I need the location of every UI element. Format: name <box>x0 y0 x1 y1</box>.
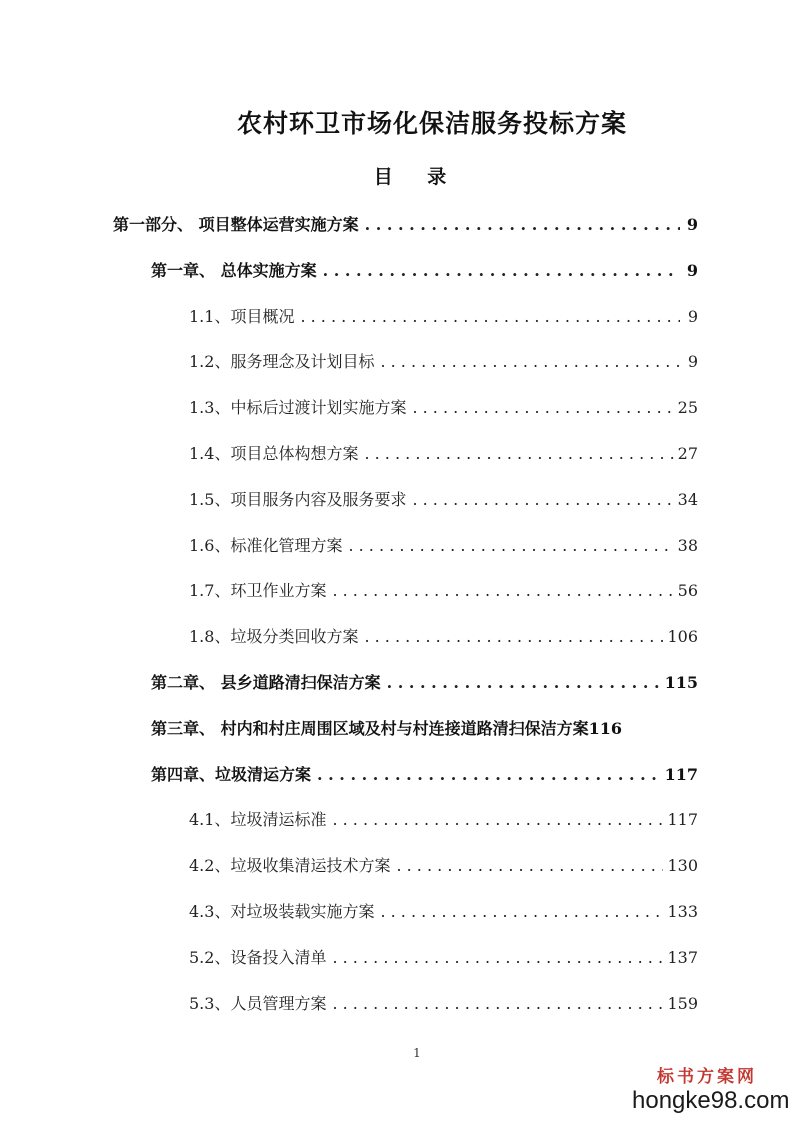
toc-entry-page: 133 <box>667 902 698 921</box>
toc-entry-page: 38 <box>677 536 698 555</box>
toc-entry-page: 9 <box>686 215 698 234</box>
toc-dot-leader <box>332 992 663 1016</box>
toc-heading: 目 录 <box>373 166 461 188</box>
toc-entry-label: 5.3、人员管理方案 <box>189 994 327 1013</box>
document-title: 农村环卫市场化保洁服务投标方案 <box>236 109 627 138</box>
toc-dot-leader <box>364 442 673 466</box>
toc-entry-label: 1.3、中标后过渡计划实施方案 <box>189 398 407 417</box>
toc-entry-label: 第二章、 县乡道路清扫保洁方案 <box>151 673 381 692</box>
toc-entry[interactable] <box>189 579 698 603</box>
toc-entry-label: 1.1、项目概况 <box>189 307 295 326</box>
toc-entry[interactable] <box>189 808 698 832</box>
toc-dot-leader <box>348 534 673 558</box>
toc-entry-page: 27 <box>677 444 698 463</box>
toc-entry-label: 第三章、 村内和村庄周围区域及村与村连接道路清扫保洁方案 <box>151 719 589 738</box>
toc-dot-leader <box>365 213 680 237</box>
toc-entry-label: 5.2、设备投入清单 <box>189 948 327 967</box>
page-number: 1 <box>413 1046 421 1060</box>
watermark-en-text: hongke98.com <box>632 1087 790 1114</box>
toc-entry-page: 115 <box>664 673 698 692</box>
toc-dot-leader <box>332 808 663 832</box>
toc-entry-label: 1.7、环卫作业方案 <box>189 581 327 600</box>
toc-entry-page: 117 <box>664 765 698 784</box>
toc-entry-label: 第一章、 总体实施方案 <box>151 261 317 280</box>
toc-dot-leader <box>300 305 680 329</box>
toc-entry-label: 4.1、垃圾清运标准 <box>189 810 327 829</box>
toc-entry-page: 117 <box>667 810 698 829</box>
toc-entry[interactable] <box>189 350 698 374</box>
toc-dot-leader <box>323 259 680 283</box>
toc-entry-label: 第四章、垃圾清运方案 <box>151 765 312 784</box>
toc-entry-label: 4.2、垃圾收集清运技术方案 <box>189 856 391 875</box>
toc-entry[interactable] <box>151 259 698 283</box>
toc-entry[interactable] <box>189 488 698 512</box>
toc-entry[interactable] <box>113 213 698 237</box>
toc-entry-page: 9 <box>686 261 698 280</box>
toc-dot-leader <box>380 350 680 374</box>
toc-entry-page: 130 <box>667 856 698 875</box>
toc-dot-leader <box>380 900 663 924</box>
toc-entry-page: 9 <box>687 352 698 371</box>
toc-entry-page: 56 <box>677 581 698 600</box>
toc-entry[interactable] <box>189 900 698 924</box>
toc-entry-label: 4.3、对垃圾装载实施方案 <box>189 902 375 921</box>
toc-entry-label: 1.6、标准化管理方案 <box>189 536 343 555</box>
toc-entry-label: 1.8、垃圾分类回收方案 <box>189 627 359 646</box>
toc-entry[interactable] <box>151 717 698 741</box>
watermark-logo <box>632 1066 790 1114</box>
toc-dot-leader <box>396 854 663 878</box>
toc-dot-leader <box>332 946 663 970</box>
toc-entry-page: 106 <box>667 627 698 646</box>
toc-entry-page: 25 <box>677 398 698 417</box>
toc-entry-page: 34 <box>677 490 698 509</box>
toc-dot-leader <box>332 579 673 603</box>
toc-dot-leader <box>317 763 661 787</box>
toc-entry-page: 9 <box>687 307 698 326</box>
toc-entry[interactable] <box>189 442 698 466</box>
toc-dot-leader <box>412 488 673 512</box>
toc-entry[interactable] <box>189 396 698 420</box>
toc-dot-leader <box>387 671 661 695</box>
toc-entry-page: 159 <box>667 994 698 1013</box>
toc-entry[interactable] <box>189 854 698 878</box>
toc-entry[interactable] <box>189 305 698 329</box>
toc-entry-page: 116 <box>588 719 622 738</box>
toc-dot-leader <box>412 396 673 420</box>
toc-entry[interactable] <box>189 534 698 558</box>
toc-entry-page: 137 <box>667 948 698 967</box>
toc-entry[interactable] <box>189 946 698 970</box>
toc-entry-label: 1.5、项目服务内容及服务要求 <box>189 490 407 509</box>
toc-entry[interactable] <box>189 992 698 1016</box>
toc-entry-label: 第一部分、 项目整体运营实施方案 <box>113 215 359 234</box>
toc-dot-leader <box>364 625 663 649</box>
toc-entry-label: 1.4、项目总体构想方案 <box>189 444 359 463</box>
watermark-cn-text: 标书方案网 <box>657 1067 757 1087</box>
toc-entry[interactable] <box>189 625 698 649</box>
toc-entry-label: 1.2、服务理念及计划目标 <box>189 352 375 371</box>
toc-entry[interactable] <box>151 763 698 787</box>
toc-entry[interactable] <box>151 671 698 695</box>
